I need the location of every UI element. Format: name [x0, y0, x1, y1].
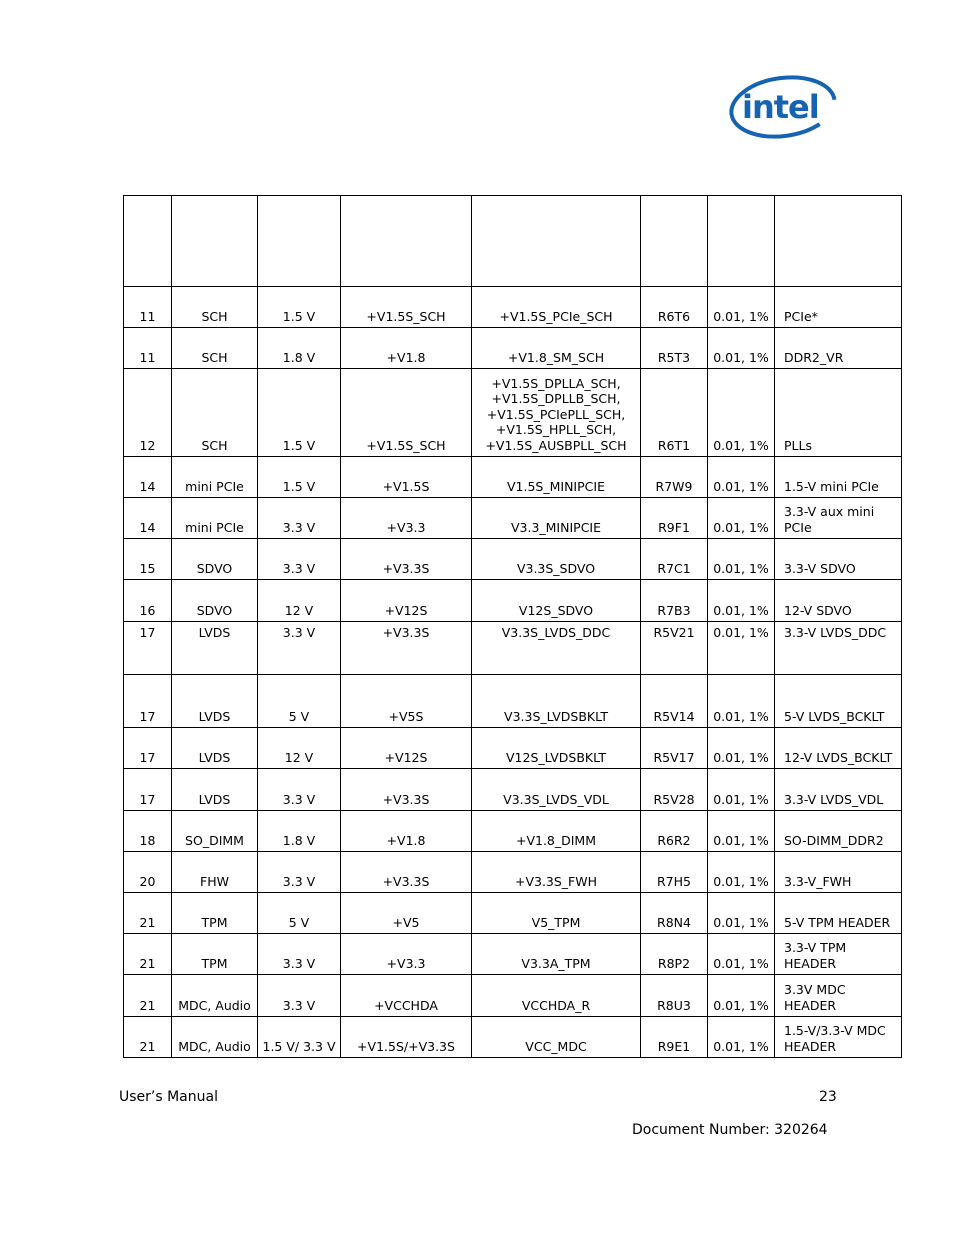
- cell-domain: mini PCIe: [172, 457, 258, 498]
- cell-resistor: R7C1: [641, 539, 708, 580]
- cell-page: 16: [124, 580, 172, 622]
- cell-net: VCC_MDC: [472, 1017, 641, 1058]
- cell-domain: SCH: [172, 287, 258, 328]
- cell-rail: +V1.8: [341, 811, 472, 852]
- logo-wordmark: intel: [742, 88, 819, 126]
- cell-description: 1.5-V/3.3-V MDC HEADER: [775, 1017, 902, 1058]
- cell-net: V3.3A_TPM: [472, 934, 641, 975]
- table-row: [124, 457, 902, 498]
- table-row: [124, 975, 902, 1017]
- cell-voltage: 1.5 V: [258, 457, 341, 498]
- cell-page: 21: [124, 975, 172, 1017]
- cell-value: 0.01, 1%: [708, 498, 775, 539]
- cell-description: 5-V TPM HEADER: [775, 893, 902, 934]
- power-measurement-table: [123, 195, 902, 1058]
- cell-page: 21: [124, 1017, 172, 1058]
- cell-voltage: 12 V: [258, 580, 341, 622]
- table-row: [124, 498, 902, 539]
- cell-resistor: R7B3: [641, 580, 708, 622]
- cell-resistor: R5V28: [641, 769, 708, 811]
- cell-resistor: R7H5: [641, 852, 708, 893]
- cell-domain: SCH: [172, 369, 258, 457]
- cell-net: +V3.3S_FWH: [472, 852, 641, 893]
- cell-description: 5-V LVDS_BCKLT: [775, 675, 902, 728]
- cell-page: 20: [124, 852, 172, 893]
- cell-value: 0.01, 1%: [708, 769, 775, 811]
- cell-net: V12S_LVDSBKLT: [472, 728, 641, 769]
- cell-value: 0.01, 1%: [708, 287, 775, 328]
- cell-description: 3.3-V aux mini PCIe: [775, 498, 902, 539]
- cell-net: V3.3S_LVDS_VDL: [472, 769, 641, 811]
- cell-rail: +V3.3S: [341, 852, 472, 893]
- cell-rail: +V5: [341, 893, 472, 934]
- cell-page: 21: [124, 934, 172, 975]
- cell-voltage: 1.8 V: [258, 811, 341, 852]
- cell-voltage: 12 V: [258, 728, 341, 769]
- cell-resistor: R8N4: [641, 893, 708, 934]
- cell-domain: MDC, Audio: [172, 1017, 258, 1058]
- cell-resistor: R9E1: [641, 1017, 708, 1058]
- cell-rail: +V1.5S/+V3.3S: [341, 1017, 472, 1058]
- cell-resistor: R8U3: [641, 975, 708, 1017]
- table-row: [124, 675, 902, 728]
- cell-description: 3.3-V TPM HEADER: [775, 934, 902, 975]
- table-row: [124, 539, 902, 580]
- cell-description: 3.3-V_FWH: [775, 852, 902, 893]
- cell-value: 0.01, 1%: [708, 852, 775, 893]
- cell-voltage: 5 V: [258, 675, 341, 728]
- cell-resistor: R5V14: [641, 675, 708, 728]
- cell-value: 0.01, 1%: [708, 934, 775, 975]
- cell-value: 0.01, 1%: [708, 369, 775, 457]
- cell-value: 0.01, 1%: [708, 580, 775, 622]
- cell-voltage: 3.3 V: [258, 934, 341, 975]
- cell-resistor: R7W9: [641, 457, 708, 498]
- table-row: [124, 580, 902, 622]
- cell-value: 0.01, 1%: [708, 622, 775, 675]
- cell-resistor: R6T1: [641, 369, 708, 457]
- cell-rail: +V1.5S_SCH: [341, 287, 472, 328]
- table-row: [124, 328, 902, 369]
- cell-domain: SDVO: [172, 580, 258, 622]
- cell-value: 0.01, 1%: [708, 1017, 775, 1058]
- cell-voltage: 1.5 V/ 3.3 V: [258, 1017, 341, 1058]
- cell-voltage: 3.3 V: [258, 769, 341, 811]
- cell-page: 18: [124, 811, 172, 852]
- cell-page: 17: [124, 622, 172, 675]
- cell-domain: mini PCIe: [172, 498, 258, 539]
- cell-domain: TPM: [172, 893, 258, 934]
- cell-page: 14: [124, 498, 172, 539]
- cell-description: 12-V LVDS_BCKLT: [775, 728, 902, 769]
- cell-page: 17: [124, 769, 172, 811]
- cell-page: 11: [124, 328, 172, 369]
- cell-voltage: 3.3 V: [258, 852, 341, 893]
- cell-value: 0.01, 1%: [708, 328, 775, 369]
- cell-voltage: 3.3 V: [258, 975, 341, 1017]
- cell-rail: +V1.8: [341, 328, 472, 369]
- cell-domain: SO_DIMM: [172, 811, 258, 852]
- cell-value: 0.01, 1%: [708, 975, 775, 1017]
- table-header-row: [124, 196, 902, 287]
- footer-page-number: 23: [819, 1089, 837, 1105]
- table-row: [124, 811, 902, 852]
- cell-domain: MDC, Audio: [172, 975, 258, 1017]
- cell-page: 11: [124, 287, 172, 328]
- intel-logo: [728, 73, 840, 139]
- table-row: [124, 769, 902, 811]
- cell-resistor: R9F1: [641, 498, 708, 539]
- footer-document-number: Document Number: 320264: [632, 1122, 828, 1138]
- cell-net: +V1.5S_DPLLA_SCH, +V1.5S_DPLLB_SCH, +V1.5S_PCIePLL_SCH, +V1.5S_HPLL_SCH, +V1.5S_AUSBPLL_SCH: [472, 369, 641, 457]
- table-row: [124, 852, 902, 893]
- cell-rail: +V12S: [341, 580, 472, 622]
- cell-domain: LVDS: [172, 675, 258, 728]
- cell-description: 3.3-V SDVO: [775, 539, 902, 580]
- cell-page: 12: [124, 369, 172, 457]
- cell-description: 3.3-V LVDS_VDL: [775, 769, 902, 811]
- cell-voltage: 3.3 V: [258, 622, 341, 675]
- cell-resistor: R6T6: [641, 287, 708, 328]
- cell-net: V3.3S_SDVO: [472, 539, 641, 580]
- cell-net: +V1.8_SM_SCH: [472, 328, 641, 369]
- cell-domain: SCH: [172, 328, 258, 369]
- cell-resistor: R6R2: [641, 811, 708, 852]
- cell-rail: +V3.3: [341, 498, 472, 539]
- cell-description: 12-V SDVO: [775, 580, 902, 622]
- cell-rail: +V1.5S_SCH: [341, 369, 472, 457]
- cell-description: SO-DIMM_DDR2: [775, 811, 902, 852]
- cell-voltage: 3.3 V: [258, 539, 341, 580]
- cell-description: 1.5-V mini PCIe: [775, 457, 902, 498]
- cell-voltage: 1.5 V: [258, 369, 341, 457]
- cell-value: 0.01, 1%: [708, 539, 775, 580]
- cell-resistor: R5V17: [641, 728, 708, 769]
- table-row: [124, 287, 902, 328]
- cell-domain: TPM: [172, 934, 258, 975]
- cell-value: 0.01, 1%: [708, 675, 775, 728]
- table-row: [124, 369, 902, 457]
- cell-domain: LVDS: [172, 622, 258, 675]
- cell-rail: +V3.3: [341, 934, 472, 975]
- cell-rail: +VCCHDA: [341, 975, 472, 1017]
- cell-rail: +V1.5S: [341, 457, 472, 498]
- cell-net: V1.5S_MINIPCIE: [472, 457, 641, 498]
- cell-page: 15: [124, 539, 172, 580]
- cell-rail: +V3.3S: [341, 769, 472, 811]
- cell-net: V12S_SDVO: [472, 580, 641, 622]
- cell-page: 14: [124, 457, 172, 498]
- cell-domain: LVDS: [172, 728, 258, 769]
- cell-net: VCCHDA_R: [472, 975, 641, 1017]
- table-row: [124, 622, 902, 675]
- cell-rail: +V5S: [341, 675, 472, 728]
- table-row: [124, 1017, 902, 1058]
- cell-voltage: 5 V: [258, 893, 341, 934]
- cell-page: 17: [124, 728, 172, 769]
- cell-value: 0.01, 1%: [708, 457, 775, 498]
- cell-net: V3.3S_LVDS_DDC: [472, 622, 641, 675]
- footer-manual-label: User’s Manual: [119, 1089, 218, 1105]
- cell-domain: LVDS: [172, 769, 258, 811]
- cell-rail: +V12S: [341, 728, 472, 769]
- table-row: [124, 893, 902, 934]
- cell-value: 0.01, 1%: [708, 728, 775, 769]
- cell-value: 0.01, 1%: [708, 893, 775, 934]
- cell-description: 3.3V MDC HEADER: [775, 975, 902, 1017]
- cell-rail: +V3.3S: [341, 539, 472, 580]
- cell-net: V3.3_MINIPCIE: [472, 498, 641, 539]
- cell-description: PLLs: [775, 369, 902, 457]
- cell-net: +V1.8_DIMM: [472, 811, 641, 852]
- cell-net: +V1.5S_PCIe_SCH: [472, 287, 641, 328]
- cell-description: PCIe*: [775, 287, 902, 328]
- table-row: [124, 728, 902, 769]
- cell-rail: +V3.3S: [341, 622, 472, 675]
- cell-net: V3.3S_LVDSBKLT: [472, 675, 641, 728]
- cell-description: 3.3-V LVDS_DDC: [775, 622, 902, 675]
- cell-resistor: R5T3: [641, 328, 708, 369]
- cell-domain: FHW: [172, 852, 258, 893]
- cell-page: 21: [124, 893, 172, 934]
- cell-net: V5_TPM: [472, 893, 641, 934]
- cell-voltage: 1.8 V: [258, 328, 341, 369]
- cell-domain: SDVO: [172, 539, 258, 580]
- cell-page: 17: [124, 675, 172, 728]
- cell-description: DDR2_VR: [775, 328, 902, 369]
- table-row: [124, 934, 902, 975]
- cell-value: 0.01, 1%: [708, 811, 775, 852]
- cell-resistor: R5V21: [641, 622, 708, 675]
- cell-voltage: 1.5 V: [258, 287, 341, 328]
- cell-voltage: 3.3 V: [258, 498, 341, 539]
- cell-resistor: R8P2: [641, 934, 708, 975]
